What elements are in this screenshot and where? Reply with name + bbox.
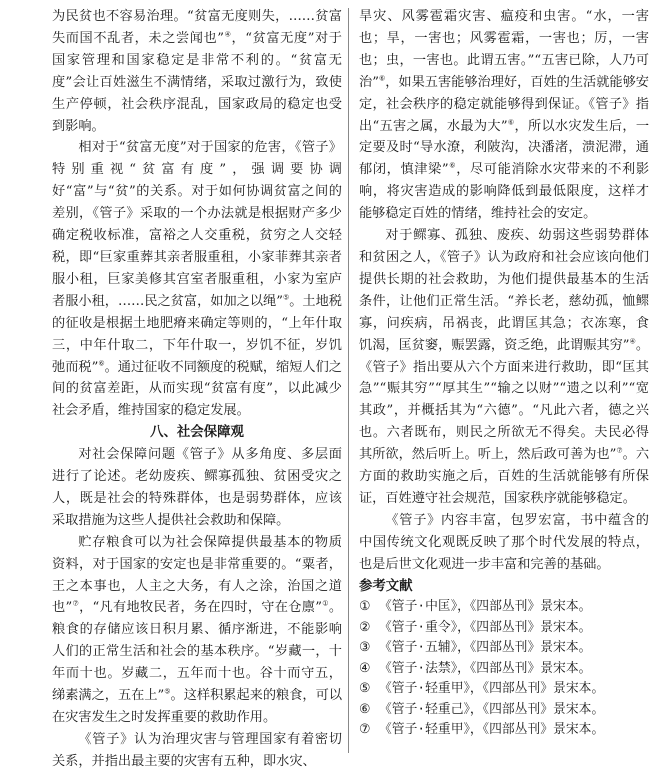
- paragraph: 对社会保障问题《管子》从多角度、多层面进行了论述。老幼废疾、鳏寡孤独、贫困受灾之人，既是社会的特殊群体，也是弱势群体，应该采取措施为这些人提供社会救助和保障。: [52, 447, 342, 528]
- footnote-ref: ①: [321, 600, 329, 609]
- paragraph: 对于鳏寡、孤独、废疾、幼弱这些弱势群体和贫困之人，《管子》认为政府和社会应该向他们提供长期的社会救助，为他们提供最基本的生活条件，让他们正常生活。“养长老，慈幼孤，恤鳏寡，问疾病，吊祸丧，此谓匡其急；衣冻寒，食饥渴，匡贫窭，赈罢露，资乏绝，此谓赈其穷”④。《管子》指出要从六个方面来进行救助，即“匡其急”“赈其穷”“厚其生”“输之以财”“遗之以利”“宽其政”，并概括其为“六德”。“凡此六者，德之兴也。六者既布，则民之所欲无不得矣。夫民必得其所欲，然后听上。听上，然后政可善为也”⑦。六方面的救助实施之后，百姓的生活就能够有所保证，百姓遵守社会规范，国家秩序就能够稳定。: [359, 228, 650, 506]
- references-heading: 参考文献: [359, 578, 413, 594]
- paragraph: 为民贫也不容易治理。“贫富无度则失，……贫富失而国不乱者，未之尝闻也”④，“贫富无度”对于国家管理和国家稳定是非常不利的。“贫富无度”会让百姓滋生不满情绪，采取过激行为，致使生产停顿，社会秩序混乱，国家政局的稳定也受到影响。: [52, 9, 342, 134]
- paragraph: 贮存粮食可以为社会保障提供最基本的物质资料，对于国家的安定也是非常重要的。“粟者，王之本事也，人主之大务，有人之涂，治国之道也”⑦，“凡有地牧民者，务在四时，守在仓廪”①。粮食的存储应该日积月累、循序渐进，不能影响人们的正常生活和社会的基本秩序。“岁藏一，十年而十也。岁藏二，五年而十也。谷十而守五，绨素满之，五在上”⑤。这样积累起来的粮食，可以在灾害发生之时发挥重要的救助作用。: [52, 534, 343, 725]
- reference-item: ⑤ 《管子·轻重甲》，《四部丛刊》景宋本。: [359, 681, 605, 697]
- paragraph: 相对于“贫富无度”对于国家的危害，《管子》特别重视“贫富有度”，强调要协调好“富”与“贫”的关系。对于如何协调贫富之间的差别，《管子》采取的一个办法就是根据财产多少确定税收标准，富裕之人交重税，贫穷之人交轻税，即“巨家重葬其亲者服重租，小家菲葬其亲者服小租，巨家美修其宫室者服重租，小家为室庐者服小租，……民之贫富，如加之以绳”⑤。土地税的征收是根据土地肥瘠来确定等则的，“上年什取三，中年什取二，下年什取一，岁饥不征，岁饥弛而税”⑥。通过征收不同额度的税赋，缩短人们之间的贫富差距，从而实现“贫富有度”，以此减少社会矛盾，维持国家的稳定发展。: [52, 140, 342, 419]
- reference-item: ① 《管子·中匡》，《四部丛刊》景宋本。: [359, 599, 592, 615]
- right-column: [359, 6, 649, 740]
- paragraph: 旱灾、风雾雹霜灾害、瘟疫和虫害。“水，一害也；旱，一害也；风雾雹霜，一害也；厉，一害也；虫，一害也。此谓五害。”“五害已除，人乃可治”⑥，如果五害能够治理好，百姓的生活就能够安定，社会秩序的稳定就能够得到保证。《管子》指出“五害之属，水最为大”⑥，所以水灾发生后，一定要及时“导水潦，利陂沟，决潘渚，溃泥滞，通郁闭，慎津梁”⑥，尽可能消除水灾带来的不利影响，将灾害造成的影响降低到最低限度，这样才能够稳定百姓的情绪，维持社会的安定。: [359, 9, 650, 222]
- references-list: [359, 597, 649, 740]
- paragraph: 《管子》内容丰富，包罗宏富，书中蕴含的中国传统文化观既反映了那个时代发展的特点，也是后世文化观进一步丰富和完善的基础。: [359, 512, 649, 572]
- reference-item: ④ 《管子·法禁》，《四部丛刊》景宋本。: [359, 660, 592, 676]
- reference-item: ③ 《管子·五辅》，《四部丛刊》景宋本。: [359, 640, 592, 656]
- footnote-ref: ⑦: [72, 600, 80, 609]
- reference-item: ⑥ 《管子·轻重己》，《四部丛刊》景宋本。: [359, 701, 605, 717]
- footnote-ref: ⑦: [616, 446, 623, 455]
- footnote-ref: ⑥: [507, 118, 515, 127]
- reference-item: ② 《管子·重令》，《四部丛刊》景宋本。: [359, 619, 592, 635]
- section-heading: 八、社会保障观: [150, 425, 244, 441]
- footnote-ref: ④: [629, 337, 636, 346]
- footnote-ref: ⑥: [378, 74, 386, 83]
- footnote-ref: ⑥: [448, 161, 457, 170]
- left-column: [52, 6, 342, 773]
- footnote-ref: ⑤: [282, 293, 290, 302]
- footnote-ref: ④: [224, 30, 232, 39]
- footnote-ref: ⑤: [164, 687, 171, 696]
- column-divider: [348, 8, 349, 753]
- reference-item: ⑦ 《管子·轻重甲》，《四部丛刊》景宋本。: [359, 721, 605, 737]
- footnote-ref: ⑥: [98, 359, 105, 368]
- paragraph: 《管子》认为治理灾害与管理国家有着密切关系，并指出最主要的灾害有五种，即水灾、: [52, 731, 342, 769]
